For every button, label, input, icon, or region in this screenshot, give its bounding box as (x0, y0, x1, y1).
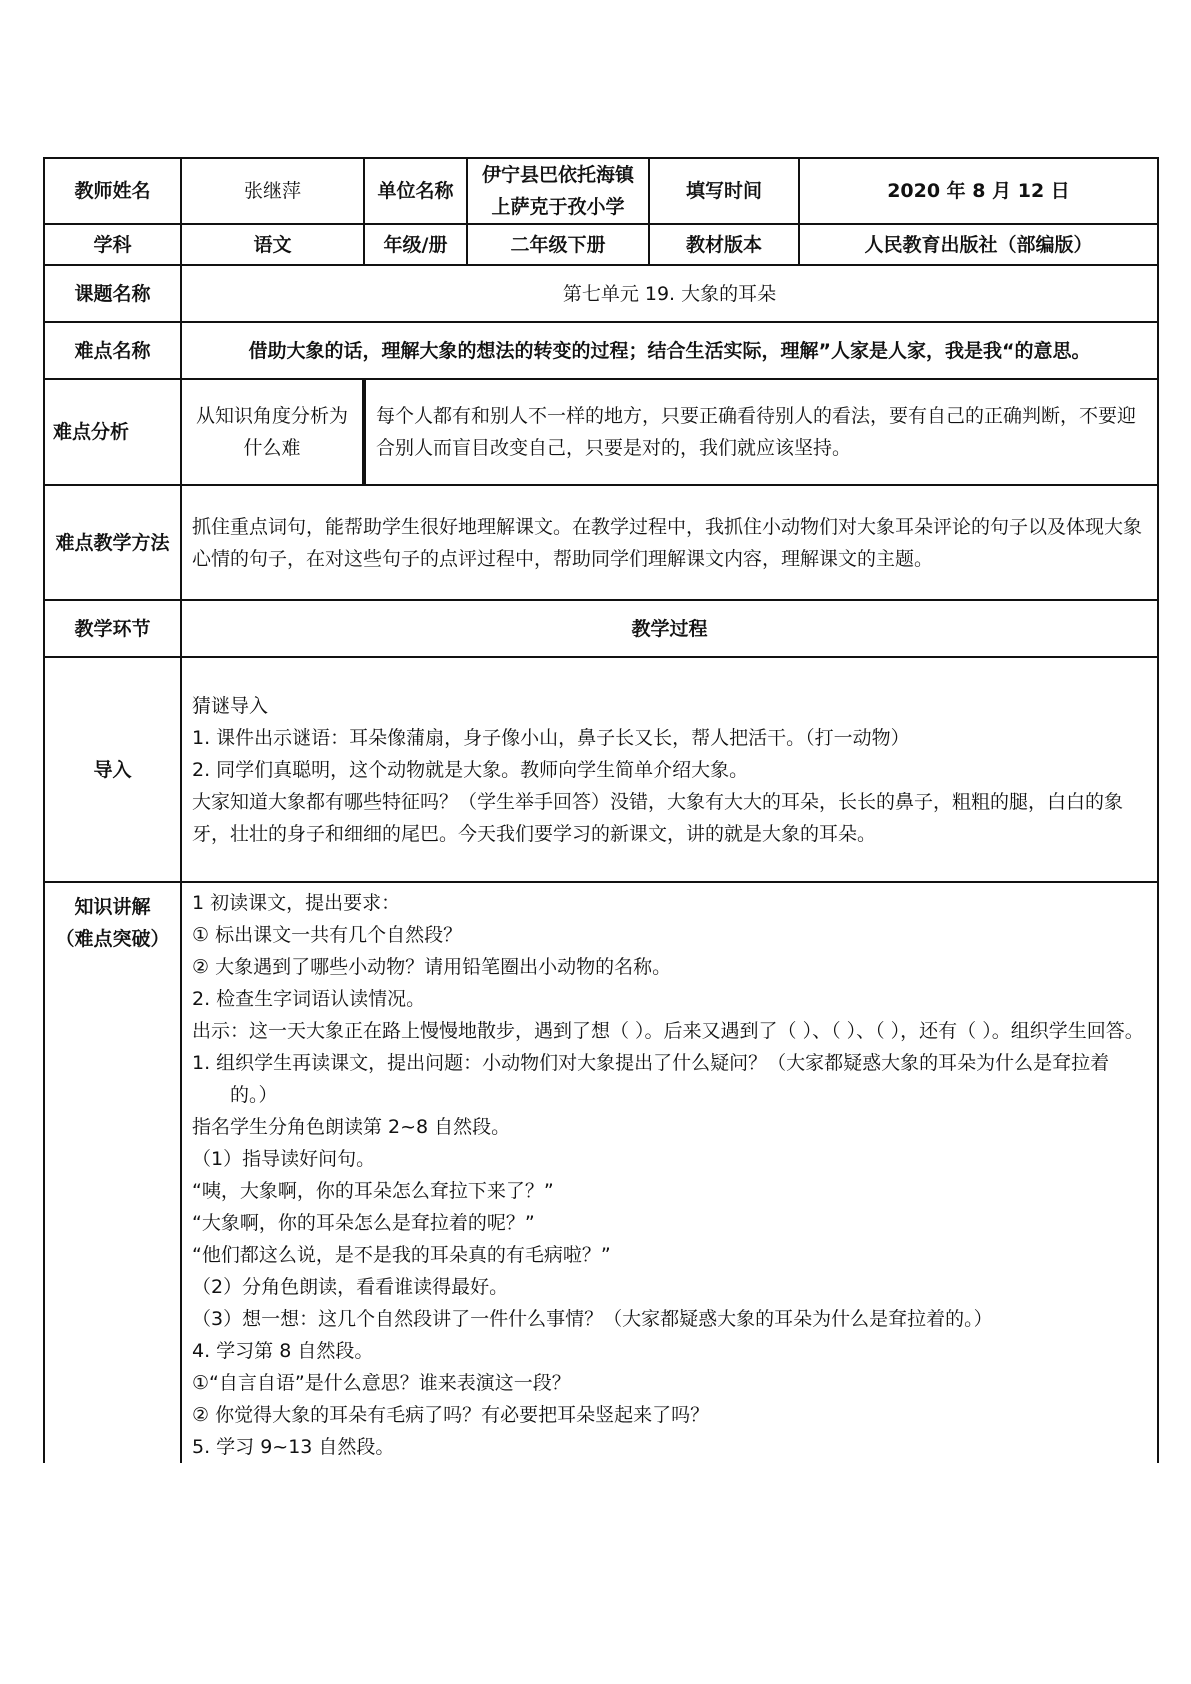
row-intro (44, 657, 1158, 882)
knowledge-line: ① 标出课文一共有几个自然段？ (192, 924, 463, 946)
analysis-sub-label: 从知识角度分析为什么难 (181, 379, 364, 485)
intro-label: 导入 (44, 657, 181, 882)
teacher-label: 教师姓名 (44, 158, 181, 224)
row-teacher (44, 158, 1158, 224)
intro-line: 1. 课件出示谜语：耳朵像蒲扇，身子像小山，鼻子长又长，帮人把活干。（打一动物） (192, 726, 910, 749)
process-value: 教学过程 (181, 600, 1158, 657)
difficulty-label: 难点名称 (44, 322, 181, 379)
grade-value: 二年级下册 (467, 224, 649, 265)
knowledge-line: 1 初读课文，提出要求： (192, 892, 401, 914)
row-knowledge (44, 882, 1158, 1463)
row-analysis (44, 379, 1158, 485)
intro-line: 大家知道大象都有哪些特征吗？（学生举手回答）没错，大象有大大的耳朵，长长的鼻子，粗粗的腿，白白的象牙，壮壮的身子和细细的尾巴。今天我们要学习的新课文，讲的就是大象的耳朵。 (192, 790, 1124, 845)
knowledge-line: ①“自言自语”是什么意思？谁来表演这一段？ (192, 1372, 571, 1394)
knowledge-line: （2）分角色朗读，看看谁读得最好。 (192, 1276, 509, 1298)
knowledge-line: ② 你觉得大象的耳朵有毛病了吗？有必要把耳朵竖起来了吗？ (192, 1404, 710, 1426)
intro-content (181, 657, 1158, 882)
subject-value: 语文 (181, 224, 364, 265)
knowledge-line: ② 大象遇到了哪些小动物？请用铅笔圈出小动物的名称。 (192, 956, 672, 978)
difficulty-value: 借助大象的话，理解大象的想法的转变的过程；结合生活实际，理解”人家是人家，我是我“的意思。 (181, 322, 1158, 379)
knowledge-content (181, 882, 1158, 1463)
analysis-label: 难点分析 (44, 379, 181, 485)
knowledge-line: “他们都这么说，是不是我的耳朵真的有毛病啦？” (192, 1244, 611, 1266)
unit-label: 单位名称 (364, 158, 467, 224)
row-process-header (44, 600, 1158, 657)
unit-name-line2: 上萨克于孜小学 (491, 196, 625, 218)
method-label: 难点教学方法 (44, 485, 181, 600)
intro-line: 猜谜导入 (192, 694, 269, 717)
knowledge-line: 5. 学习 9~13 自然段。 (192, 1436, 395, 1458)
knowledge-label-line1: 知识讲解 (74, 896, 151, 918)
row-subject (44, 224, 1158, 265)
knowledge-line: 2. 检查生字词语认读情况。 (192, 988, 426, 1010)
edition-value: 人民教育出版社（部编版） (799, 224, 1158, 265)
knowledge-label (44, 882, 181, 1463)
row-method (44, 485, 1158, 600)
knowledge-label-line2: （难点突破） (55, 928, 170, 950)
date-value: 2020 年 8 月 12 日 (799, 158, 1158, 224)
method-value: 抓住重点词句，能帮助学生很好地理解课文。在教学过程中，我抓住小动物们对大象耳朵评论的句子以及体现大象心情的句子，在对这些句子的点评过程中，帮助同学们理解课文内容，理解课文的主题。 (181, 485, 1158, 600)
lesson-plan-table (43, 157, 1159, 1463)
unit-name-line1: 伊宁县巴依托海镇 (481, 164, 634, 186)
edition-label: 教材版本 (649, 224, 799, 265)
teacher-name: 张继萍 (181, 158, 364, 224)
grade-label: 年级/册 (364, 224, 467, 265)
knowledge-line: （3）想一想：这几个自然段讲了一件什么事情？（大家都疑惑大象的耳朵为什么是耷拉着的。） (192, 1308, 993, 1330)
knowledge-line: 4. 学习第 8 自然段。 (192, 1340, 374, 1362)
knowledge-line: “咦，大象啊，你的耳朵怎么耷拉下来了？” (192, 1180, 554, 1202)
knowledge-line: （1）指导读好问句。 (192, 1148, 376, 1170)
unit-name (467, 158, 649, 224)
process-label: 教学环节 (44, 600, 181, 657)
row-topic (44, 265, 1158, 322)
knowledge-line: 1. 组织学生再读课文，提出问题：小动物们对大象提出了什么疑问？（大家都疑惑大象的耳朵为什么是耷拉着的。） (192, 1052, 1110, 1106)
analysis-value: 每个人都有和别人不一样的地方，只要正确看待别人的看法，要有自己的正确判断，不要迎合别人而盲目改变自己，只要是对的，我们就应该坚持。 (364, 379, 1158, 485)
topic-value: 第七单元 19. 大象的耳朵 (181, 265, 1158, 322)
knowledge-line: 指名学生分角色朗读第 2~8 自然段。 (192, 1116, 511, 1138)
subject-label: 学科 (44, 224, 181, 265)
date-label: 填写时间 (649, 158, 799, 224)
intro-line: 2. 同学们真聪明，这个动物就是大象。教师向学生简单介绍大象。 (192, 758, 749, 781)
knowledge-line: “大象啊，你的耳朵怎么是耷拉着的呢？” (192, 1212, 535, 1234)
row-difficulty (44, 322, 1158, 379)
knowledge-line: 出示：这一天大象正在路上慢慢地散步，遇到了想（ ）。后来又遇到了（ ）、（ ）、（ ），还有（ ）。组织学生回答。 (192, 1020, 1144, 1042)
topic-label: 课题名称 (44, 265, 181, 322)
